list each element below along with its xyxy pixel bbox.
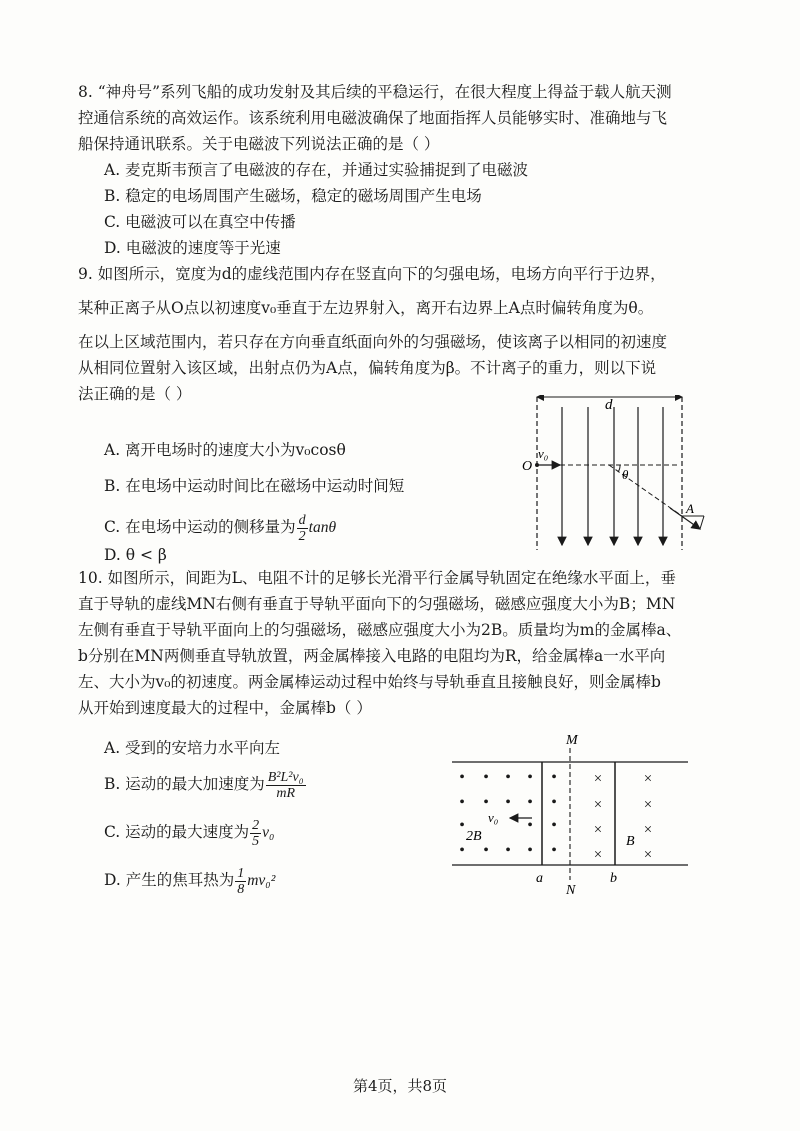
q10-option-d-fraction [235, 866, 246, 897]
q9-stem-line-1: 9. 如图所示，宽度为d的虚线范围内存在竖直向下的匀强电场，电场方向平行于边界， [78, 265, 666, 283]
q10-option-b [104, 766, 307, 802]
q10-cross: × [643, 771, 653, 787]
q10-dot: • [459, 794, 465, 811]
q9-angle-arc [618, 465, 620, 472]
q10-dot: • [551, 817, 557, 834]
q10-option-c [104, 814, 274, 851]
q10-label-v0: v₀ [488, 810, 499, 825]
q10-label-2b: 2B [466, 829, 482, 844]
q9-option-c-text: C. 在电场中运动的侧移量为 [104, 518, 296, 536]
q9-option-c [104, 510, 336, 545]
q9-stem-line-5: 法正确的是（ ） [78, 385, 192, 403]
q9-option-c-tail: tanθ [308, 519, 337, 536]
q10-option-b-fraction [266, 770, 306, 801]
q10-option-c-tail: v₀ [262, 824, 275, 841]
q10-option-c-denominator: 5 [252, 833, 260, 849]
q10-right-field-crosses [594, 771, 652, 863]
page-footer: 第4页，共8页 [352, 1077, 448, 1095]
q8-option-d: D. 电磁波的速度等于光速 [104, 239, 281, 257]
q9-option-c-numerator: d [298, 512, 306, 528]
q10-dot: • [459, 842, 465, 859]
q10-dot: • [459, 769, 465, 786]
q10-stem-line-3: 左侧有垂直于导轨平面向上的匀强磁场，磁感应强度大小为2B。质量均为m的金属棒a、 [78, 621, 682, 639]
q10-dot: • [527, 817, 533, 834]
q9-label-v0: v₀ [538, 446, 549, 461]
q10-dot: • [505, 769, 511, 786]
q10-dot: • [527, 769, 533, 786]
q10-rail-field-figure [450, 730, 690, 900]
q10-dot: • [483, 842, 489, 859]
q10-stem-line-6: 从开始到速度最大的过程中，金属棒b（ ） [78, 699, 372, 717]
q10-label-b-field: B [626, 834, 635, 849]
q10-stem-line-1: 10. 如图所示，间距为L、电阻不计的足够长光滑平行金属导轨固定在绝缘水平面上，垂 [78, 569, 676, 587]
q8-option-c: C. 电磁波可以在真空中传播 [104, 213, 296, 231]
q10-option-b-denominator: mR [276, 785, 295, 801]
q9-exit-component [700, 516, 704, 529]
q10-cross: × [593, 822, 603, 838]
q10-option-c-fraction [250, 818, 261, 849]
q9-stem-line-2: 某种正离子从O点以初速度v₀垂直于左边界射入，离开右边界上A点时偏转角度为θ。 [78, 299, 654, 317]
q8-stem-line-3: 船保持通讯联系。关于电磁波下列说法正确的是（ ） [78, 135, 440, 153]
q10-option-d [104, 862, 275, 899]
q10-option-b-text: B. 运动的最大加速度为 [104, 775, 265, 793]
q10-stem-line-4: b分别在MN两侧垂直导轨放置，两金属棒接入电路的电阻均为R，给金属棒a一水平向 [78, 647, 666, 665]
q10-option-c-text: C. 运动的最大速度为 [104, 823, 250, 841]
q10-option-d-denominator: 8 [237, 881, 245, 897]
q10-dot: • [527, 794, 533, 811]
q10-cross: × [643, 797, 653, 813]
q10-dot: • [459, 817, 465, 834]
q9-option-a: A. 离开电场时的速度大小为v₀cosθ [104, 441, 346, 459]
q10-dot: • [551, 794, 557, 811]
q9-option-b: B. 在电场中运动时间比在磁场中运动时间短 [104, 477, 405, 495]
q10-cross: × [593, 797, 603, 813]
q10-option-a: A. 受到的安培力水平向左 [104, 739, 281, 757]
q9-option-c-fraction [297, 513, 308, 544]
q10-option-c-numerator: 2 [252, 817, 260, 833]
q10-label-b: b [610, 871, 617, 886]
q9-electric-field-figure [510, 395, 720, 555]
q10-cross: × [643, 822, 653, 838]
q10-dot: • [483, 794, 489, 811]
q9-label-o: O [522, 459, 533, 474]
q10-cross: × [593, 847, 603, 863]
q10-dot: • [551, 769, 557, 786]
q10-cross: × [593, 771, 603, 787]
q9-label-a: A [686, 501, 694, 516]
q10-dot: • [483, 769, 489, 786]
q8-option-a: A. 麦克斯韦预言了电磁波的存在，并通过实验捕捉到了电磁波 [104, 161, 529, 179]
q8-stem-line-2: 控通信系统的高效运作。该系统利用电磁波确保了地面指挥人员能够实时、准确地与飞 [78, 109, 668, 127]
q10-stem-line-2: 直于导轨的虚线MN右侧有垂直于导轨平面向下的匀强磁场，磁感应强度大小为B；MN [78, 595, 676, 613]
q8-stem-line-1: 8. “神舟号”系列飞船的成功发射及其后续的平稳运行，在很大程度上得益于载人航天测 [78, 83, 672, 101]
q10-option-b-numerator: B²L²v₀ [267, 769, 304, 785]
q10-dot: • [551, 842, 557, 859]
q9-option-c-denominator: 2 [298, 528, 306, 544]
q10-label-n: N [566, 883, 576, 898]
q10-dot: • [527, 842, 533, 859]
q9-exit-velocity [670, 508, 700, 529]
q10-label-a: a [536, 871, 543, 886]
q10-option-d-numerator: 1 [237, 865, 245, 881]
q10-dot: • [505, 794, 511, 811]
q9-width-label: d [605, 397, 613, 413]
q9-label-theta: θ [622, 467, 629, 482]
q10-stem-line-5: 左、大小为v₀的初速度。两金属棒运动过程中始终与导轨垂直且接触良好，则金属棒b [78, 673, 661, 691]
q8-option-b: B. 稳定的电场周围产生磁场，稳定的磁场周围产生电场 [104, 187, 482, 205]
q10-label-m: M [566, 733, 578, 748]
q10-dot: • [505, 842, 511, 859]
q10-cross: × [643, 847, 653, 863]
q9-stem-line-4: 从相同位置射入该区域，出射点仍为A点，偏转角度为β。不计离子的重力，则以下说 [78, 359, 657, 377]
q9-stem-line-3: 在以上区域范围内，若只存在方向垂直纸面向外的匀强磁场，使该离子以相同的初速度 [78, 333, 668, 351]
q9-option-d: D. θ < β [104, 546, 167, 564]
q10-option-d-text: D. 产生的焦耳热为 [104, 871, 235, 889]
q10-option-d-tail: mv₀² [247, 872, 276, 889]
